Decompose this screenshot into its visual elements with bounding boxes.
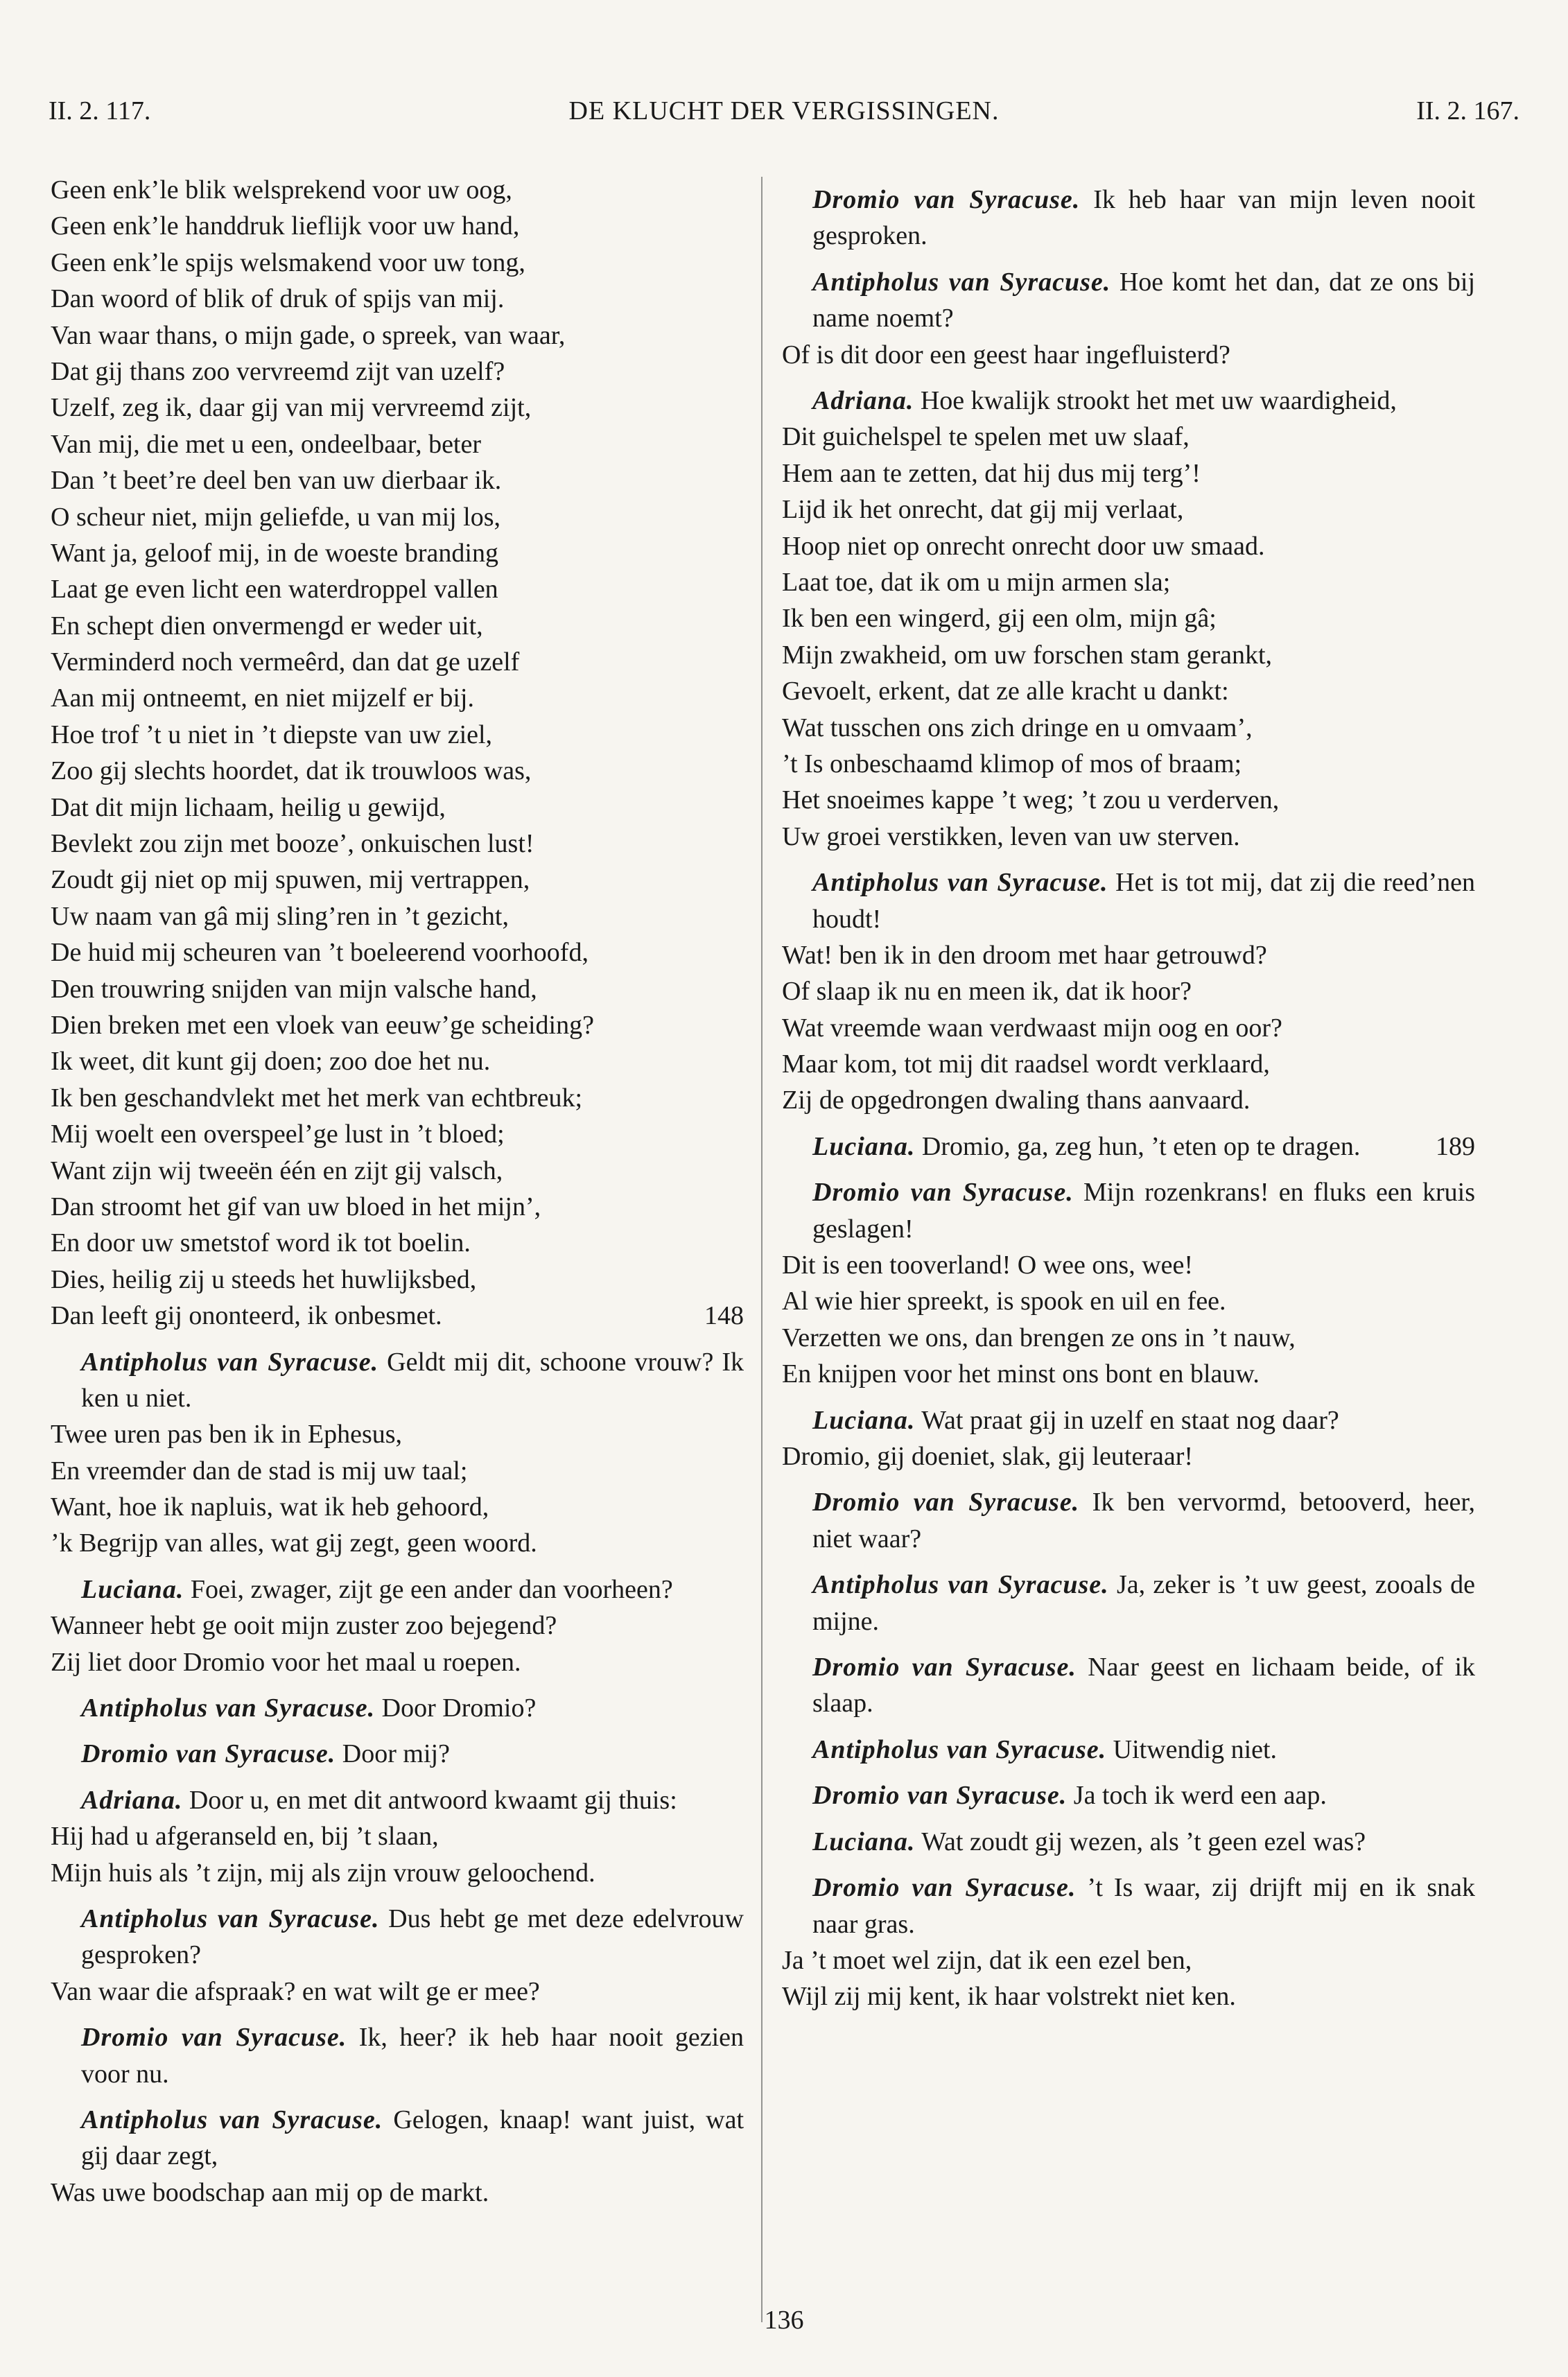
speaker-name: Antipholus van Syracuse. [812,267,1111,297]
verse-line [782,973,1475,1009]
verse-text: Wat vreemde waan verdwaast mijn oog en oor? [782,1013,1282,1043]
running-title: DE KLUCHT DER VERGISSINGEN. [568,96,1000,125]
verse-line [51,1525,744,1561]
speaker-name: Antipholus van Syracuse. [812,868,1108,898]
verse-line [51,317,744,354]
verse-line [51,208,744,244]
verse-text: Laat ge even licht een waterdroppel vallen [51,575,498,604]
verse-line [782,819,1475,855]
speaker-name: Dromio van Syracuse. [812,1178,1074,1208]
speech-text: Ik ben vervormd, betooverd, heer, niet waar? [812,1488,1475,1553]
verse-line [782,419,1475,455]
header-right-reference: II. 2. 167. [1416,96,1519,125]
speaker-name: Luciana. [81,1574,184,1604]
speech-text: ’t Is waar, zij drijft mij en ik snak naar gras. [812,1873,1475,1939]
speech-block [782,1129,1475,1165]
verse-line [51,717,744,753]
right-text-column [782,172,1475,2015]
speech-text: Door Dromio? [381,1693,537,1723]
line-number: 189 [1436,1131,1475,1161]
verse-text: Dies, heilig zij u steeds het huwlijksbed, [51,1264,477,1294]
verse-text: Verzetten we ons, dan brengen ze ons in ’t nauw, [782,1323,1296,1352]
verse-line [51,790,744,826]
verse-line [51,571,744,607]
speaker-name: Luciana. [812,1131,916,1161]
verse-text: En schept dien onvermengd er weder uit, [51,611,483,641]
verse-line [51,1298,744,1334]
verse-text: Dromio, gij doeniet, slak, gij leuteraar! [782,1442,1194,1472]
speech-block [51,1571,744,1608]
verse-text: Het snoeimes kappe ’t weg; ’t zou u verderven, [782,785,1280,815]
verse-text: Bevlekt zou zijn met booze’, onkuischen lust! [51,829,534,859]
verse-line [782,1046,1475,1082]
speech-block [782,1484,1475,1557]
speech-text: Dromio, ga, zeg hun, ’t eten op te dragen. [921,1131,1361,1161]
verse-line [51,354,744,390]
verse-text: Laat toe, dat ik om u mijn armen sla; [782,567,1171,597]
verse-text: Wanneer hebt ge ooit mijn zuster zoo bejegend? [51,1611,557,1641]
verse-line [782,637,1475,673]
verse-line [51,1080,744,1116]
running-header [49,96,1519,137]
verse-text: Mijn huis als ’t zijn, mij als zijn vrouw geloochend. [51,1858,595,1888]
speech-block [51,1782,744,1818]
verse-text: Of is dit door een geest haar ingefluisterd? [782,340,1230,369]
speech-block [782,1824,1475,1860]
verse-line [51,245,744,281]
verse-line [782,337,1475,373]
verse-text: ’k Begrijp van alles, wat gij zegt, geen woord. [51,1529,537,1558]
verse-line [51,499,744,535]
speaker-name: Dromio van Syracuse. [812,1653,1077,1682]
verse-line [51,1608,744,1644]
speech-text: Ja, zeker is ’t uw geest, zooals de mijne. [812,1570,1475,1636]
verse-line [782,746,1475,782]
verse-line [51,1116,744,1152]
verse-text: Want ja, geloof mij, in de woeste branding [51,538,498,568]
verse-text: Hem aan te zetten, dat hij dus mij terg’! [782,458,1201,488]
verse-text: Verminderd noch vermeêrd, dan dat ge uzelf [51,647,520,677]
verse-line [51,426,744,462]
speech-block [782,864,1475,937]
verse-text: O scheur niet, mijn geliefde, u van mij los, [51,502,501,532]
speaker-name: Antipholus van Syracuse. [812,1570,1109,1600]
verse-text: Geen enk’le spijs welsmakend voor uw tong, [51,247,525,277]
speech-block [782,1777,1475,1813]
verse-line [51,680,744,716]
verse-line [51,971,744,1007]
verse-line [51,1225,744,1261]
verse-text: Want, hoe ik napluis, wat ik heb gehoord, [51,1492,489,1522]
verse-line [782,1010,1475,1046]
speech-block [782,383,1475,419]
speaker-name: Dromio van Syracuse. [812,1781,1068,1811]
verse-line [51,1153,744,1189]
verse-line [51,608,744,644]
verse-line [782,564,1475,600]
verse-line [51,1262,744,1298]
speaker-name: Antipholus van Syracuse. [81,1693,376,1723]
speaker-name: Antipholus van Syracuse. [81,1347,379,1377]
verse-text: Ja ’t moet wel zijn, dat ik een ezel ben, [782,1945,1192,1975]
speaker-name: Adriana. [81,1785,183,1815]
speech-text: Naar geest en lichaam beide, of ik slaap. [812,1653,1476,1718]
speaker-name: Antipholus van Syracuse. [81,2105,383,2135]
speech-block [51,1344,744,1417]
verse-line [782,710,1475,746]
speech-block [51,1736,744,1772]
verse-text: Dien breken met een vloek van eeuw’ge scheiding? [51,1010,594,1040]
verse-text: Dan leeft gij ononteerd, ik onbesmet. [51,1301,442,1331]
verse-text: Maar kom, tot mij dit raadsel wordt verklaard, [782,1050,1270,1079]
speaker-name: Dromio van Syracuse. [81,2023,347,2053]
verse-text: Hoop niet op onrecht onrecht door uw smaad. [782,531,1265,561]
verse-line [51,644,744,680]
page-number: 136 [764,2306,804,2335]
left-text-column [51,172,744,2211]
verse-line [51,1489,744,1525]
verse-text: Dan ’t beet’re deel ben van uw dierbaar ik. [51,466,502,496]
speech-text: Ja toch ik werd een aap. [1073,1781,1327,1811]
speech-block [51,1901,744,1974]
verse-line [51,1043,744,1079]
verse-text: Zij liet door Dromio voor het maal u roepen. [51,1647,521,1677]
verse-text: Geen enk’le handdruk lieflijk voor uw hand, [51,211,520,241]
line-number: 148 [704,1301,744,1331]
column-divider [761,177,763,2322]
verse-line [51,826,744,862]
speech-block [51,2019,744,2092]
speech-block [782,1870,1475,1942]
speaker-name: Dromio van Syracuse. [812,1873,1077,1903]
verse-text: Uzelf, zeg ik, daar gij van mij vervreemd zijt, [51,393,532,423]
verse-line [782,937,1475,973]
speech-block [782,1649,1475,1722]
verse-line [51,1644,744,1680]
speech-text: Foei, zwager, zijt ge een ander dan voorheen? [190,1574,673,1604]
verse-line [782,491,1475,528]
verse-line [782,528,1475,564]
speaker-name: Luciana. [812,1827,916,1856]
verse-text: Dit guichelspel te spelen met uw slaaf, [782,422,1190,452]
verse-text: Dit is een tooverland! O wee ons, wee! [782,1251,1194,1280]
verse-line [51,1189,744,1225]
verse-text: Gevoelt, erkent, dat ze alle kracht u dankt: [782,677,1229,706]
speaker-name: Antipholus van Syracuse. [81,1904,380,1934]
verse-line [782,455,1475,491]
verse-text: Ik weet, dit kunt gij doen; zoo doe het nu. [51,1047,491,1077]
verse-text: Wijl zij mij kent, ik haar volstrekt niet ken. [782,1982,1236,2012]
verse-text: Mijn zwakheid, om uw forschen stam gerankt, [782,640,1273,670]
verse-line [782,600,1475,636]
verse-text: Mij woelt een overspeel’ge lust in ’t bloed; [51,1120,505,1149]
speech-block [51,2102,744,2175]
verse-text: Al wie hier spreekt, is spook en uil en fee. [782,1287,1226,1316]
verse-line [51,1818,744,1854]
verse-line [51,1855,744,1891]
speaker-name: Luciana. [812,1405,916,1435]
verse-text: Ik ben geschandvlekt met het merk van echtbreuk; [51,1083,583,1113]
speaker-name: Adriana. [812,386,914,416]
verse-line [782,1283,1475,1319]
verse-line [51,1416,744,1452]
speech-text: Ik, heer? ik heb haar nooit gezien voor nu. [81,2023,744,2089]
verse-line [51,1974,744,2010]
verse-text: En door uw smetstof word ik tot boelin. [51,1228,471,1258]
verse-text: Twee uren pas ben ik in Ephesus, [51,1420,403,1449]
verse-line [782,673,1475,709]
verse-line [51,172,744,208]
speaker-name: Dromio van Syracuse. [81,1739,336,1769]
verse-text: Dat dit mijn lichaam, heilig u gewijd, [51,792,446,822]
verse-text: Was uwe boodschap aan mij op de markt. [51,2177,489,2207]
speech-text: Uitwendig niet. [1113,1734,1278,1764]
verse-line [782,1978,1475,2014]
verse-line [782,782,1475,818]
verse-text: Geen enk’le blik welsprekend voor uw oog, [51,175,512,204]
verse-text: Van waar thans, o mijn gade, o spreek, van waar, [51,320,566,350]
verse-text: Dat gij thans zoo vervreemd zijt van uzelf? [51,356,505,386]
verse-text: ’t Is onbeschaamd klimop of mos of braam; [782,749,1242,778]
speech-block [51,1690,744,1726]
verse-text: Lijd ik het onrecht, dat gij mij verlaat, [782,495,1184,525]
speech-text: Hoe komt het dan, dat ze ons bij name noemt? [812,267,1475,333]
speech-text: Door mij? [342,1739,450,1769]
speech-block [782,1402,1475,1438]
speech-text: Geldt mij dit, schoone vrouw? Ik ken u niet. [81,1347,744,1413]
verse-line [51,934,744,970]
speech-text: Ik heb haar van mijn leven nooit gesproken. [812,185,1475,251]
speech-block [782,264,1475,337]
verse-text: Hoe trof ’t u niet in ’t diepste van uw ziel, [51,720,493,749]
speech-text: Mijn rozenkrans! en fluks een kruis geslagen! [812,1178,1475,1244]
speech-text: Gelogen, knaap! want juist, wat gij daar zegt, [81,2105,744,2171]
verse-text: Den trouwring snijden van mijn valsche hand, [51,974,537,1004]
verse-line [51,2175,744,2211]
verse-line [51,862,744,898]
speech-text: Hoe kwalijk strookt het met uw waardigheid, [920,386,1397,416]
verse-line [782,1320,1475,1356]
verse-line [782,1247,1475,1283]
verse-text: Hij had u afgeranseld en, bij ’t slaan, [51,1822,439,1852]
verse-line [51,390,744,426]
verse-text: De huid mij scheuren van ’t boeleerend voorhoofd, [51,938,589,968]
verse-text: Want zijn wij tweeën één en zijt gij valsch, [51,1156,503,1185]
verse-text: Of slaap ik nu en meen ik, dat ik hoor? [782,977,1192,1007]
speech-block [782,1732,1475,1768]
verse-text: Van mij, die met u een, ondeelbaar, beter [51,429,482,459]
verse-line [51,1007,744,1043]
speech-text: Door u, en met dit antwoord kwaamt gij thuis: [189,1785,677,1815]
verse-text: Uw groei verstikken, leven van uw sterven. [782,821,1240,851]
verse-text: Zoo gij slechts hoordet, dat ik trouwloos was, [51,756,532,786]
header-left-reference: II. 2. 117. [49,96,151,125]
verse-line [51,1453,744,1489]
verse-line [51,898,744,934]
verse-text: Dan stroomt het gif van uw bloed in het mijn’, [51,1192,541,1221]
speech-text: Wat zoudt gij wezen, als ’t geen ezel was? [921,1827,1366,1856]
verse-text: En knijpen voor het minst ons bont en blauw. [782,1359,1260,1389]
speaker-name: Antipholus van Syracuse. [812,1734,1107,1764]
verse-text: Ik ben een wingerd, gij een olm, mijn gâ; [782,604,1217,634]
verse-line [782,1082,1475,1118]
verse-line [782,1356,1475,1392]
verse-text: Dan woord of blik of druk of spijs van mij. [51,284,505,314]
speech-text: Het is tot mij, dat zij die reed’nen houdt! [812,868,1476,934]
speech-block [782,182,1475,254]
verse-text: Aan mij ontneemt, en niet mijzelf er bij. [51,684,474,713]
verse-text: Zij de opgedrongen dwaling thans aanvaard. [782,1086,1251,1115]
verse-text: Uw naam van gâ mij sling’ren in ’t gezicht, [51,901,509,931]
verse-line [51,281,744,317]
verse-line [782,1438,1475,1474]
speaker-name: Dromio van Syracuse. [812,185,1081,214]
verse-text: Zoudt gij niet op mij spuwen, mij vertrappen, [51,865,530,895]
speech-text: Dus hebt ge met deze edelvrouw gesproken? [81,1904,744,1970]
verse-line [782,1942,1475,1978]
speech-text: Wat praat gij in uzelf en staat nog daar? [921,1405,1339,1435]
verse-text: Wat tusschen ons zich dringe en u omvaam’, [782,713,1253,742]
verse-text: Wat! ben ik in den droom met haar getrouwd? [782,940,1267,970]
verse-line [51,535,744,571]
speech-block [782,1567,1475,1639]
verse-line [51,753,744,789]
verse-text: Van waar die afspraak? en wat wilt ge er mee? [51,1976,540,2006]
speaker-name: Dromio van Syracuse. [812,1488,1080,1517]
verse-line [51,462,744,498]
speech-block [782,1174,1475,1247]
verse-text: En vreemder dan de stad is mij uw taal; [51,1456,468,1486]
